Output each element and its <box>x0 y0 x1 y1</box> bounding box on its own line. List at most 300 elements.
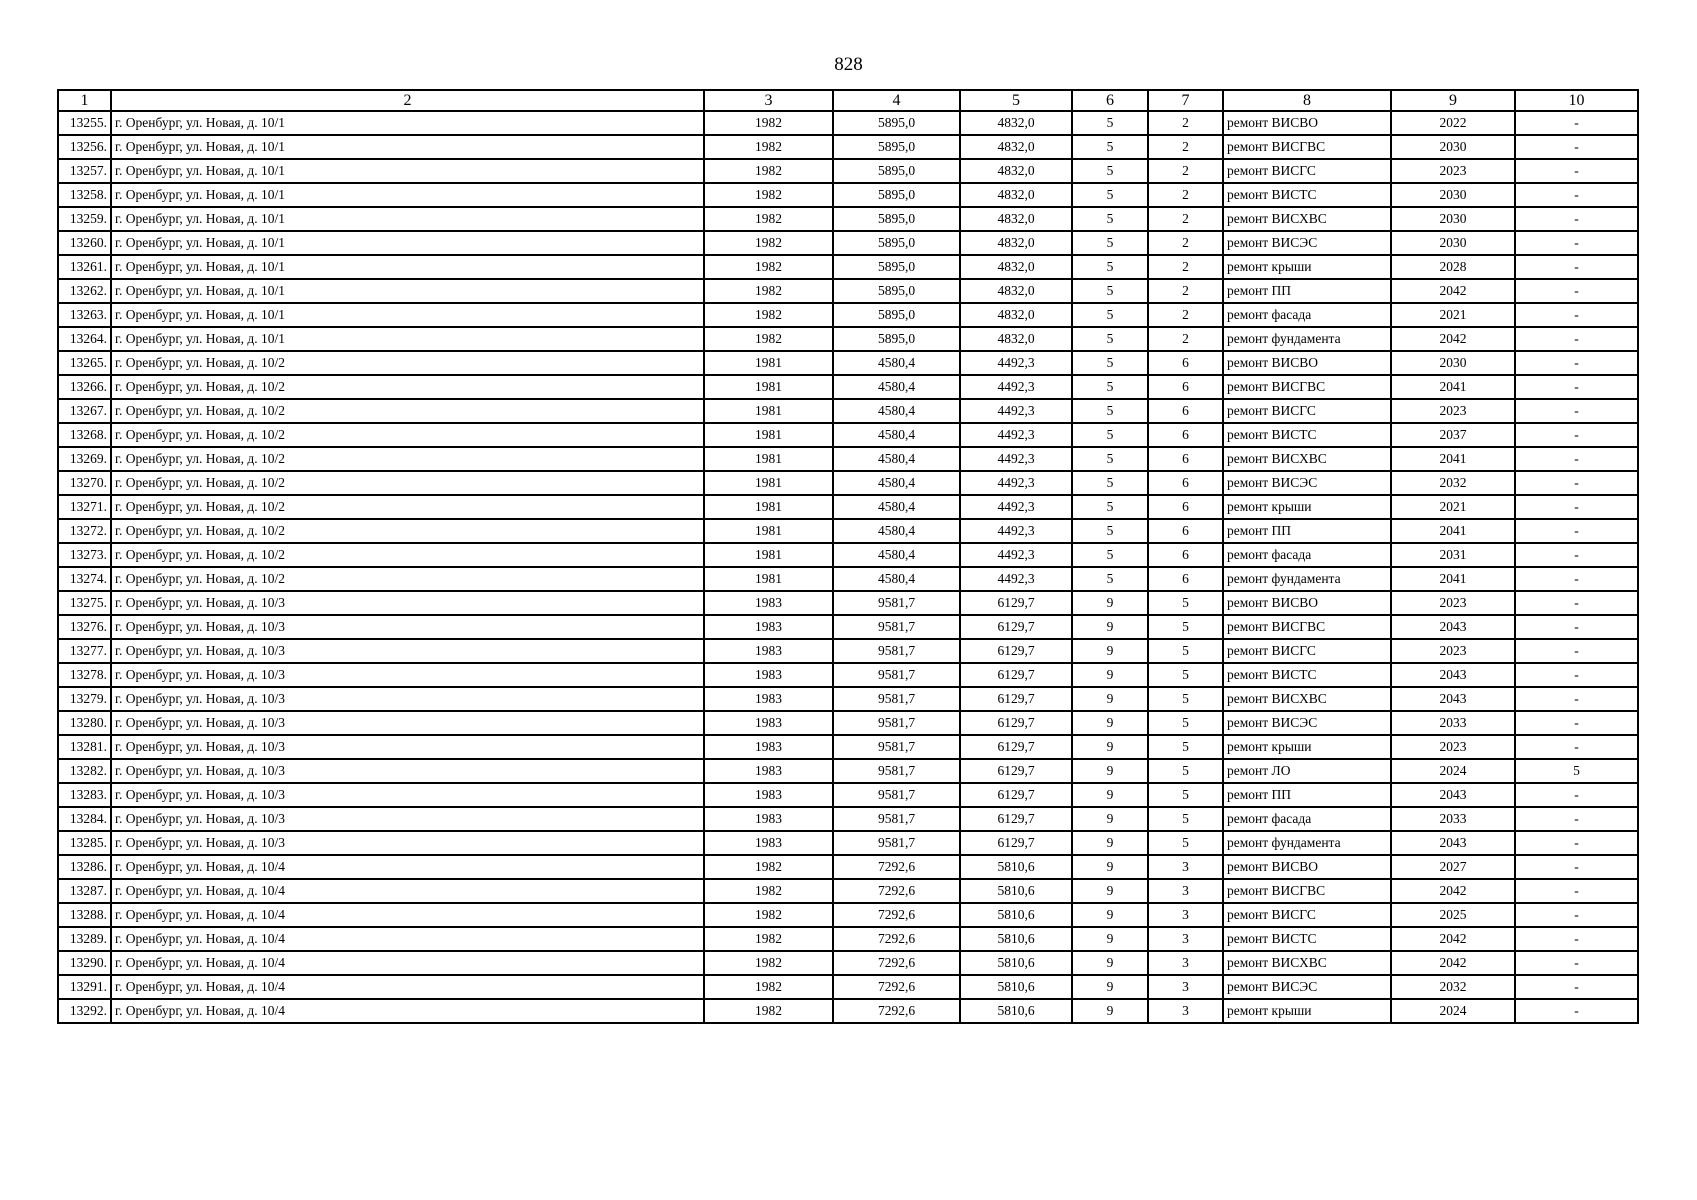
floors-cell: 5 <box>1072 423 1148 447</box>
column-10-cell: - <box>1515 375 1638 399</box>
page-number: 828 <box>834 54 863 75</box>
row-number-cell: 13270. <box>58 471 111 495</box>
table-row <box>58 975 1638 999</box>
address-cell: г. Оренбург, ул. Новая, д. 10/3 <box>111 711 704 735</box>
year-cell: 1983 <box>704 783 833 807</box>
entrances-cell: 3 <box>1148 927 1223 951</box>
living-area-cell: 4492,3 <box>960 567 1072 591</box>
planned-year-cell: 2021 <box>1391 303 1515 327</box>
column-10-cell: - <box>1515 183 1638 207</box>
address-cell: г. Оренбург, ул. Новая, д. 10/3 <box>111 759 704 783</box>
planned-year-cell: 2028 <box>1391 255 1515 279</box>
entrances-cell: 5 <box>1148 687 1223 711</box>
planned-year-cell: 2021 <box>1391 495 1515 519</box>
column-header: 2 <box>111 90 704 111</box>
work-type-cell: ремонт фасада <box>1223 807 1391 831</box>
table-row <box>58 351 1638 375</box>
entrances-cell: 2 <box>1148 255 1223 279</box>
year-cell: 1983 <box>704 711 833 735</box>
living-area-cell: 4492,3 <box>960 471 1072 495</box>
planned-year-cell: 2042 <box>1391 327 1515 351</box>
planned-year-cell: 2023 <box>1391 735 1515 759</box>
address-cell: г. Оренбург, ул. Новая, д. 10/2 <box>111 471 704 495</box>
work-type-cell: ремонт фасада <box>1223 303 1391 327</box>
floors-cell: 9 <box>1072 951 1148 975</box>
row-number-cell: 13258. <box>58 183 111 207</box>
entrances-cell: 5 <box>1148 831 1223 855</box>
column-10-cell: - <box>1515 831 1638 855</box>
floors-cell: 9 <box>1072 759 1148 783</box>
work-type-cell: ремонт ВИСВО <box>1223 351 1391 375</box>
year-cell: 1983 <box>704 759 833 783</box>
row-number-cell: 13281. <box>58 735 111 759</box>
work-type-cell: ремонт ВИСГС <box>1223 159 1391 183</box>
row-number-cell: 13287. <box>58 879 111 903</box>
living-area-cell: 4492,3 <box>960 423 1072 447</box>
column-10-cell: - <box>1515 735 1638 759</box>
planned-year-cell: 2041 <box>1391 567 1515 591</box>
entrances-cell: 6 <box>1148 447 1223 471</box>
table-row <box>58 279 1638 303</box>
row-number-cell: 13264. <box>58 327 111 351</box>
row-number-cell: 13279. <box>58 687 111 711</box>
year-cell: 1983 <box>704 831 833 855</box>
work-type-cell: ремонт ПП <box>1223 279 1391 303</box>
year-cell: 1982 <box>704 159 833 183</box>
row-number-cell: 13260. <box>58 231 111 255</box>
work-type-cell: ремонт ВИСВО <box>1223 591 1391 615</box>
row-number-cell: 13283. <box>58 783 111 807</box>
work-type-cell: ремонт ЛО <box>1223 759 1391 783</box>
total-area-cell: 5895,0 <box>833 327 960 351</box>
table-row <box>58 663 1638 687</box>
planned-year-cell: 2030 <box>1391 135 1515 159</box>
total-area-cell: 4580,4 <box>833 543 960 567</box>
address-cell: г. Оренбург, ул. Новая, д. 10/4 <box>111 999 704 1023</box>
total-area-cell: 5895,0 <box>833 255 960 279</box>
total-area-cell: 9581,7 <box>833 783 960 807</box>
entrances-cell: 3 <box>1148 879 1223 903</box>
row-number-cell: 13261. <box>58 255 111 279</box>
address-cell: г. Оренбург, ул. Новая, д. 10/3 <box>111 807 704 831</box>
living-area-cell: 6129,7 <box>960 663 1072 687</box>
living-area-cell: 4492,3 <box>960 519 1072 543</box>
table-row <box>58 999 1638 1023</box>
column-10-cell: - <box>1515 879 1638 903</box>
work-type-cell: ремонт ВИСТС <box>1223 183 1391 207</box>
entrances-cell: 2 <box>1148 111 1223 135</box>
column-10-cell: - <box>1515 111 1638 135</box>
living-area-cell: 5810,6 <box>960 951 1072 975</box>
address-cell: г. Оренбург, ул. Новая, д. 10/2 <box>111 567 704 591</box>
table-row <box>58 639 1638 663</box>
table-row <box>58 615 1638 639</box>
floors-cell: 9 <box>1072 927 1148 951</box>
column-10-cell: - <box>1515 711 1638 735</box>
planned-year-cell: 2041 <box>1391 447 1515 471</box>
column-10-cell: - <box>1515 303 1638 327</box>
row-number-cell: 13271. <box>58 495 111 519</box>
living-area-cell: 5810,6 <box>960 855 1072 879</box>
total-area-cell: 5895,0 <box>833 111 960 135</box>
column-10-cell: - <box>1515 663 1638 687</box>
entrances-cell: 5 <box>1148 783 1223 807</box>
entrances-cell: 2 <box>1148 231 1223 255</box>
table-row <box>58 951 1638 975</box>
address-cell: г. Оренбург, ул. Новая, д. 10/4 <box>111 903 704 927</box>
row-number-cell: 13276. <box>58 615 111 639</box>
column-header: 1 <box>58 90 111 111</box>
column-header: 5 <box>960 90 1072 111</box>
column-10-cell: - <box>1515 615 1638 639</box>
work-type-cell: ремонт ВИСГВС <box>1223 615 1391 639</box>
table-row <box>58 183 1638 207</box>
year-cell: 1981 <box>704 543 833 567</box>
floors-cell: 9 <box>1072 903 1148 927</box>
planned-year-cell: 2031 <box>1391 543 1515 567</box>
living-area-cell: 5810,6 <box>960 927 1072 951</box>
floors-cell: 9 <box>1072 687 1148 711</box>
living-area-cell: 4832,0 <box>960 327 1072 351</box>
address-cell: г. Оренбург, ул. Новая, д. 10/1 <box>111 231 704 255</box>
table-row <box>58 159 1638 183</box>
entrances-cell: 5 <box>1148 807 1223 831</box>
address-cell: г. Оренбург, ул. Новая, д. 10/1 <box>111 183 704 207</box>
address-cell: г. Оренбург, ул. Новая, д. 10/3 <box>111 735 704 759</box>
column-10-cell: - <box>1515 567 1638 591</box>
floors-cell: 5 <box>1072 375 1148 399</box>
column-10-cell: - <box>1515 927 1638 951</box>
row-number-cell: 13280. <box>58 711 111 735</box>
planned-year-cell: 2030 <box>1391 231 1515 255</box>
planned-year-cell: 2033 <box>1391 711 1515 735</box>
floors-cell: 5 <box>1072 399 1148 423</box>
entrances-cell: 5 <box>1148 663 1223 687</box>
year-cell: 1982 <box>704 207 833 231</box>
table-row <box>58 903 1638 927</box>
address-cell: г. Оренбург, ул. Новая, д. 10/1 <box>111 207 704 231</box>
planned-year-cell: 2027 <box>1391 855 1515 879</box>
floors-cell: 5 <box>1072 135 1148 159</box>
row-number-cell: 13269. <box>58 447 111 471</box>
living-area-cell: 4492,3 <box>960 495 1072 519</box>
entrances-cell: 6 <box>1148 423 1223 447</box>
address-cell: г. Оренбург, ул. Новая, д. 10/1 <box>111 279 704 303</box>
planned-year-cell: 2037 <box>1391 423 1515 447</box>
entrances-cell: 6 <box>1148 567 1223 591</box>
floors-cell: 5 <box>1072 207 1148 231</box>
living-area-cell: 6129,7 <box>960 735 1072 759</box>
address-cell: г. Оренбург, ул. Новая, д. 10/2 <box>111 495 704 519</box>
row-number-cell: 13257. <box>58 159 111 183</box>
floors-cell: 5 <box>1072 351 1148 375</box>
column-header: 10 <box>1515 90 1638 111</box>
living-area-cell: 4832,0 <box>960 279 1072 303</box>
year-cell: 1983 <box>704 687 833 711</box>
living-area-cell: 6129,7 <box>960 759 1072 783</box>
living-area-cell: 4832,0 <box>960 135 1072 159</box>
address-cell: г. Оренбург, ул. Новая, д. 10/4 <box>111 879 704 903</box>
row-number-cell: 13259. <box>58 207 111 231</box>
column-10-cell: - <box>1515 135 1638 159</box>
row-number-cell: 13292. <box>58 999 111 1023</box>
column-10-cell: - <box>1515 327 1638 351</box>
entrances-cell: 5 <box>1148 639 1223 663</box>
entrances-cell: 6 <box>1148 399 1223 423</box>
column-10-cell: - <box>1515 951 1638 975</box>
work-type-cell: ремонт ВИСЭС <box>1223 471 1391 495</box>
floors-cell: 5 <box>1072 471 1148 495</box>
year-cell: 1981 <box>704 423 833 447</box>
living-area-cell: 4492,3 <box>960 543 1072 567</box>
column-10-cell: - <box>1515 519 1638 543</box>
floors-cell: 9 <box>1072 663 1148 687</box>
floors-cell: 9 <box>1072 855 1148 879</box>
floors-cell: 5 <box>1072 303 1148 327</box>
year-cell: 1983 <box>704 663 833 687</box>
column-10-cell: - <box>1515 471 1638 495</box>
row-number-cell: 13284. <box>58 807 111 831</box>
table-row <box>58 255 1638 279</box>
total-area-cell: 5895,0 <box>833 159 960 183</box>
address-cell: г. Оренбург, ул. Новая, д. 10/2 <box>111 351 704 375</box>
living-area-cell: 6129,7 <box>960 783 1072 807</box>
total-area-cell: 7292,6 <box>833 975 960 999</box>
planned-year-cell: 2043 <box>1391 663 1515 687</box>
year-cell: 1981 <box>704 351 833 375</box>
row-number-cell: 13274. <box>58 567 111 591</box>
living-area-cell: 6129,7 <box>960 687 1072 711</box>
total-area-cell: 9581,7 <box>833 663 960 687</box>
year-cell: 1982 <box>704 951 833 975</box>
floors-cell: 9 <box>1072 615 1148 639</box>
year-cell: 1981 <box>704 567 833 591</box>
work-type-cell: ремонт фундамента <box>1223 327 1391 351</box>
row-number-cell: 13290. <box>58 951 111 975</box>
row-number-cell: 13285. <box>58 831 111 855</box>
column-10-cell: - <box>1515 255 1638 279</box>
living-area-cell: 5810,6 <box>960 999 1072 1023</box>
floors-cell: 9 <box>1072 807 1148 831</box>
entrances-cell: 3 <box>1148 975 1223 999</box>
column-10-cell: - <box>1515 783 1638 807</box>
work-type-cell: ремонт ВИСЭС <box>1223 231 1391 255</box>
living-area-cell: 4832,0 <box>960 111 1072 135</box>
year-cell: 1982 <box>704 303 833 327</box>
work-type-cell: ремонт ВИСТС <box>1223 423 1391 447</box>
entrances-cell: 2 <box>1148 327 1223 351</box>
column-10-cell: - <box>1515 207 1638 231</box>
table-row <box>58 375 1638 399</box>
row-number-cell: 13275. <box>58 591 111 615</box>
total-area-cell: 4580,4 <box>833 399 960 423</box>
column-header: 9 <box>1391 90 1515 111</box>
planned-year-cell: 2023 <box>1391 399 1515 423</box>
address-cell: г. Оренбург, ул. Новая, д. 10/1 <box>111 111 704 135</box>
total-area-cell: 5895,0 <box>833 231 960 255</box>
column-10-cell: - <box>1515 279 1638 303</box>
work-type-cell: ремонт ВИСГС <box>1223 399 1391 423</box>
floors-cell: 9 <box>1072 591 1148 615</box>
planned-year-cell: 2025 <box>1391 903 1515 927</box>
living-area-cell: 4832,0 <box>960 231 1072 255</box>
work-type-cell: ремонт ВИСХВС <box>1223 687 1391 711</box>
year-cell: 1981 <box>704 375 833 399</box>
planned-year-cell: 2024 <box>1391 759 1515 783</box>
address-cell: г. Оренбург, ул. Новая, д. 10/2 <box>111 519 704 543</box>
entrances-cell: 6 <box>1148 351 1223 375</box>
living-area-cell: 6129,7 <box>960 711 1072 735</box>
living-area-cell: 4832,0 <box>960 255 1072 279</box>
year-cell: 1982 <box>704 231 833 255</box>
column-10-cell: - <box>1515 159 1638 183</box>
address-cell: г. Оренбург, ул. Новая, д. 10/1 <box>111 303 704 327</box>
work-type-cell: ремонт крыши <box>1223 735 1391 759</box>
address-cell: г. Оренбург, ул. Новая, д. 10/3 <box>111 831 704 855</box>
total-area-cell: 4580,4 <box>833 447 960 471</box>
total-area-cell: 4580,4 <box>833 495 960 519</box>
row-number-cell: 13272. <box>58 519 111 543</box>
living-area-cell: 4832,0 <box>960 303 1072 327</box>
column-10-cell: - <box>1515 975 1638 999</box>
planned-year-cell: 2030 <box>1391 207 1515 231</box>
entrances-cell: 2 <box>1148 135 1223 159</box>
floors-cell: 9 <box>1072 999 1148 1023</box>
table-row <box>58 759 1638 783</box>
row-number-cell: 13265. <box>58 351 111 375</box>
entrances-cell: 3 <box>1148 951 1223 975</box>
living-area-cell: 4492,3 <box>960 351 1072 375</box>
table-row <box>58 807 1638 831</box>
total-area-cell: 5895,0 <box>833 303 960 327</box>
total-area-cell: 7292,6 <box>833 903 960 927</box>
row-number-cell: 13286. <box>58 855 111 879</box>
address-cell: г. Оренбург, ул. Новая, д. 10/2 <box>111 543 704 567</box>
year-cell: 1982 <box>704 855 833 879</box>
work-type-cell: ремонт ВИСВО <box>1223 111 1391 135</box>
entrances-cell: 5 <box>1148 615 1223 639</box>
column-header: 6 <box>1072 90 1148 111</box>
work-type-cell: ремонт ВИСХВС <box>1223 447 1391 471</box>
work-type-cell: ремонт крыши <box>1223 255 1391 279</box>
year-cell: 1982 <box>704 183 833 207</box>
work-type-cell: ремонт ВИСХВС <box>1223 951 1391 975</box>
row-number-cell: 13273. <box>58 543 111 567</box>
year-cell: 1981 <box>704 471 833 495</box>
total-area-cell: 4580,4 <box>833 471 960 495</box>
total-area-cell: 5895,0 <box>833 279 960 303</box>
address-cell: г. Оренбург, ул. Новая, д. 10/1 <box>111 255 704 279</box>
column-10-cell: - <box>1515 807 1638 831</box>
entrances-cell: 5 <box>1148 711 1223 735</box>
work-type-cell: ремонт ВИСГВС <box>1223 375 1391 399</box>
column-10-cell: - <box>1515 351 1638 375</box>
address-cell: г. Оренбург, ул. Новая, д. 10/4 <box>111 975 704 999</box>
living-area-cell: 4492,3 <box>960 399 1072 423</box>
column-10-cell: - <box>1515 855 1638 879</box>
entrances-cell: 3 <box>1148 903 1223 927</box>
table-row <box>58 591 1638 615</box>
total-area-cell: 4580,4 <box>833 423 960 447</box>
table-row <box>58 927 1638 951</box>
row-number-cell: 13256. <box>58 135 111 159</box>
floors-cell: 9 <box>1072 783 1148 807</box>
row-number-cell: 13255. <box>58 111 111 135</box>
total-area-cell: 9581,7 <box>833 831 960 855</box>
floors-cell: 5 <box>1072 183 1148 207</box>
column-header: 4 <box>833 90 960 111</box>
planned-year-cell: 2023 <box>1391 159 1515 183</box>
address-cell: г. Оренбург, ул. Новая, д. 10/2 <box>111 423 704 447</box>
repair-registry-table <box>57 89 1639 1024</box>
year-cell: 1983 <box>704 639 833 663</box>
column-header: 8 <box>1223 90 1391 111</box>
column-10-cell: - <box>1515 999 1638 1023</box>
work-type-cell: ремонт ВИСГС <box>1223 903 1391 927</box>
entrances-cell: 6 <box>1148 495 1223 519</box>
living-area-cell: 6129,7 <box>960 639 1072 663</box>
total-area-cell: 9581,7 <box>833 807 960 831</box>
planned-year-cell: 2024 <box>1391 999 1515 1023</box>
planned-year-cell: 2033 <box>1391 807 1515 831</box>
total-area-cell: 5895,0 <box>833 207 960 231</box>
work-type-cell: ремонт фундамента <box>1223 831 1391 855</box>
address-cell: г. Оренбург, ул. Новая, д. 10/4 <box>111 855 704 879</box>
living-area-cell: 6129,7 <box>960 831 1072 855</box>
total-area-cell: 4580,4 <box>833 375 960 399</box>
work-type-cell: ремонт фундамента <box>1223 567 1391 591</box>
work-type-cell: ремонт ВИСТС <box>1223 927 1391 951</box>
row-number-cell: 13266. <box>58 375 111 399</box>
work-type-cell: ремонт ВИСЭС <box>1223 975 1391 999</box>
table-row <box>58 831 1638 855</box>
floors-cell: 9 <box>1072 735 1148 759</box>
total-area-cell: 9581,7 <box>833 615 960 639</box>
work-type-cell: ремонт ВИСГС <box>1223 639 1391 663</box>
column-10-cell: - <box>1515 495 1638 519</box>
planned-year-cell: 2042 <box>1391 279 1515 303</box>
work-type-cell: ремонт ПП <box>1223 519 1391 543</box>
floors-cell: 5 <box>1072 543 1148 567</box>
column-header: 7 <box>1148 90 1223 111</box>
planned-year-cell: 2043 <box>1391 783 1515 807</box>
address-cell: г. Оренбург, ул. Новая, д. 10/3 <box>111 591 704 615</box>
address-cell: г. Оренбург, ул. Новая, д. 10/3 <box>111 639 704 663</box>
year-cell: 1982 <box>704 927 833 951</box>
table-row <box>58 519 1638 543</box>
year-cell: 1981 <box>704 519 833 543</box>
table-row <box>58 543 1638 567</box>
planned-year-cell: 2032 <box>1391 471 1515 495</box>
total-area-cell: 7292,6 <box>833 927 960 951</box>
entrances-cell: 5 <box>1148 735 1223 759</box>
living-area-cell: 4492,3 <box>960 375 1072 399</box>
total-area-cell: 7292,6 <box>833 879 960 903</box>
table-row <box>58 879 1638 903</box>
table-row <box>58 303 1638 327</box>
row-number-cell: 13288. <box>58 903 111 927</box>
entrances-cell: 2 <box>1148 279 1223 303</box>
address-cell: г. Оренбург, ул. Новая, д. 10/3 <box>111 615 704 639</box>
table-row <box>58 135 1638 159</box>
total-area-cell: 9581,7 <box>833 591 960 615</box>
entrances-cell: 3 <box>1148 855 1223 879</box>
floors-cell: 5 <box>1072 327 1148 351</box>
year-cell: 1982 <box>704 879 833 903</box>
column-10-cell: - <box>1515 543 1638 567</box>
row-number-cell: 13282. <box>58 759 111 783</box>
planned-year-cell: 2041 <box>1391 519 1515 543</box>
